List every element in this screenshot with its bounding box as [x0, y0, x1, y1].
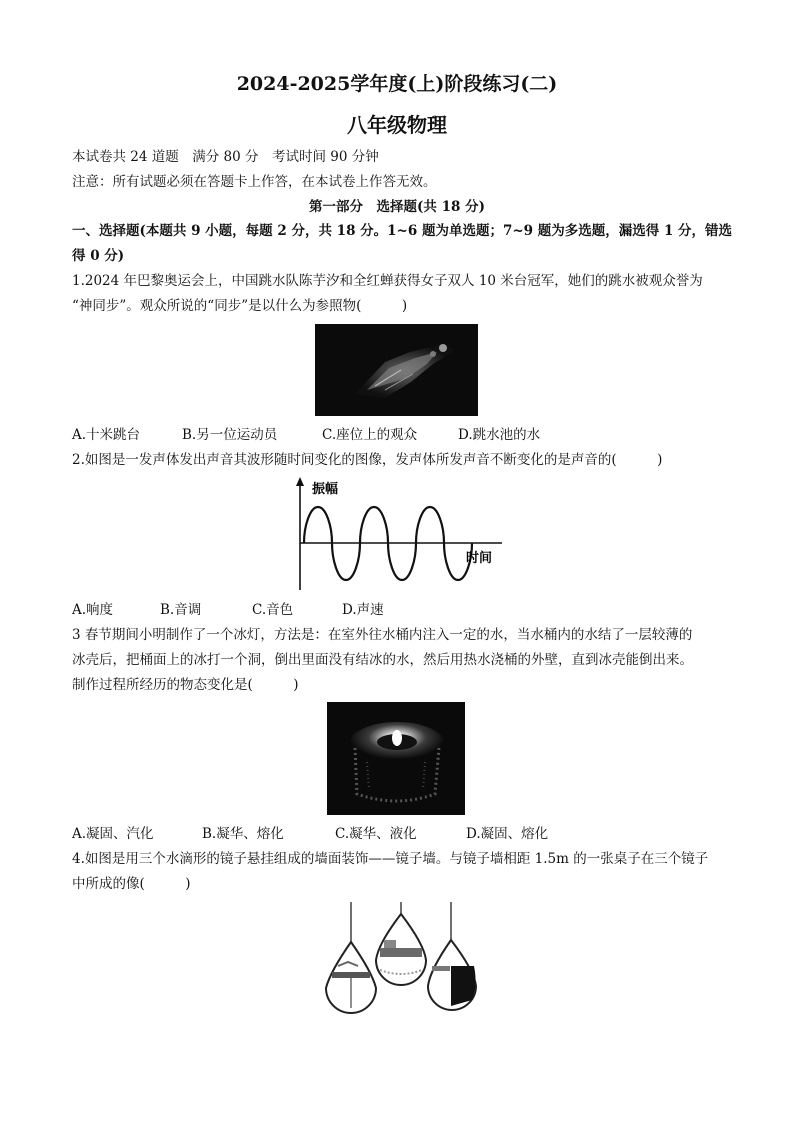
- question-3-option-b: B.凝华、熔化: [202, 826, 284, 842]
- question-2-option-c: C.音色: [252, 602, 294, 618]
- question-3-option-d: D.凝固、熔化: [466, 826, 549, 842]
- mirror-wall-figure: [318, 900, 484, 1020]
- y-axis-arrow: [296, 477, 304, 486]
- question-2-option-d: D.声速: [342, 602, 384, 618]
- page-subtitle: 八年级物理: [347, 113, 447, 137]
- question-3-option-a: A.凝固、汽化: [72, 826, 154, 842]
- question-4-stem: 4.如图是用三个水滴形的镜子悬挂组成的墙面装饰——镜子墙。与镜子墙相距 1.5m 的一张桌子在三个镜子: [72, 851, 709, 867]
- question-1-stem-cont: “神同步”。观众所说的“同步”是以什么为参照物( ): [72, 298, 408, 314]
- right-mirror: [428, 940, 476, 1010]
- question-1-option-c: C.座位上的观众: [322, 427, 418, 443]
- question-1-stem: 1.2024 年巴黎奥运会上，中国跳水队陈芋汐和全红蝉获得女子双人 10 米台冠军，她们的跳水被观众誉为: [72, 273, 703, 289]
- y-axis-label: 振幅: [312, 482, 339, 497]
- question-1-option-a: A.十米跳台: [72, 427, 141, 443]
- question-3-stem-cont: 冰壳后，把桶面上的冰打一个洞，倒出里面没有结冰的水，然后用热水浇桶的外壁，直到冰壳能倒出来。: [72, 652, 693, 668]
- exam-notice-line: 注意：所有试题必须在答题卡上作答，在本试卷上作答无效。: [72, 174, 437, 190]
- question-1-option-d: D.跳水池的水: [458, 427, 541, 443]
- page-title: 2024-2025学年度(上)阶段练习(二): [236, 73, 558, 95]
- part-heading: 第一部分 选择题(共 18 分): [309, 199, 485, 215]
- question-2-option-a: A.响度: [72, 602, 114, 618]
- exam-info-line: 本试卷共 24 道题 满分 80 分 考试时间 90 分钟: [72, 149, 379, 165]
- middle-mirror: [376, 914, 426, 985]
- waveform-graph: [290, 474, 510, 594]
- question-4-stem-cont: 中所成的像( ): [72, 876, 191, 892]
- question-3-stem-cont-2: 制作过程所经历的物态变化是( ): [72, 677, 299, 693]
- section-instructions-cont: 得 0 分): [72, 248, 125, 264]
- question-3-stem: 3 春节期间小明制作了一个冰灯，方法是：在室外往水桶内注入一定的水，当水桶内的水结了一层较薄的: [72, 627, 693, 643]
- question-2-option-b: B.音调: [160, 602, 202, 618]
- diving-photo: [315, 324, 478, 416]
- question-2-stem: 2.如图是一发声体发出声音其波形随时间变化的图像，发声体所发声音不断变化的是声音的( ): [72, 452, 663, 468]
- section-instructions: 一、选择题(本题共 9 小题，每题 2 分，共 18 分。1~6 题为单选题；7~9 题为多选题，漏选得 1 分，错选: [72, 223, 733, 239]
- left-mirror: [326, 942, 376, 1013]
- ice-lantern-photo: [327, 702, 465, 815]
- x-axis-label: 时间: [466, 551, 493, 566]
- question-1-option-b: B.另一位运动员: [182, 427, 278, 443]
- question-3-option-c: C.凝华、液化: [335, 826, 417, 842]
